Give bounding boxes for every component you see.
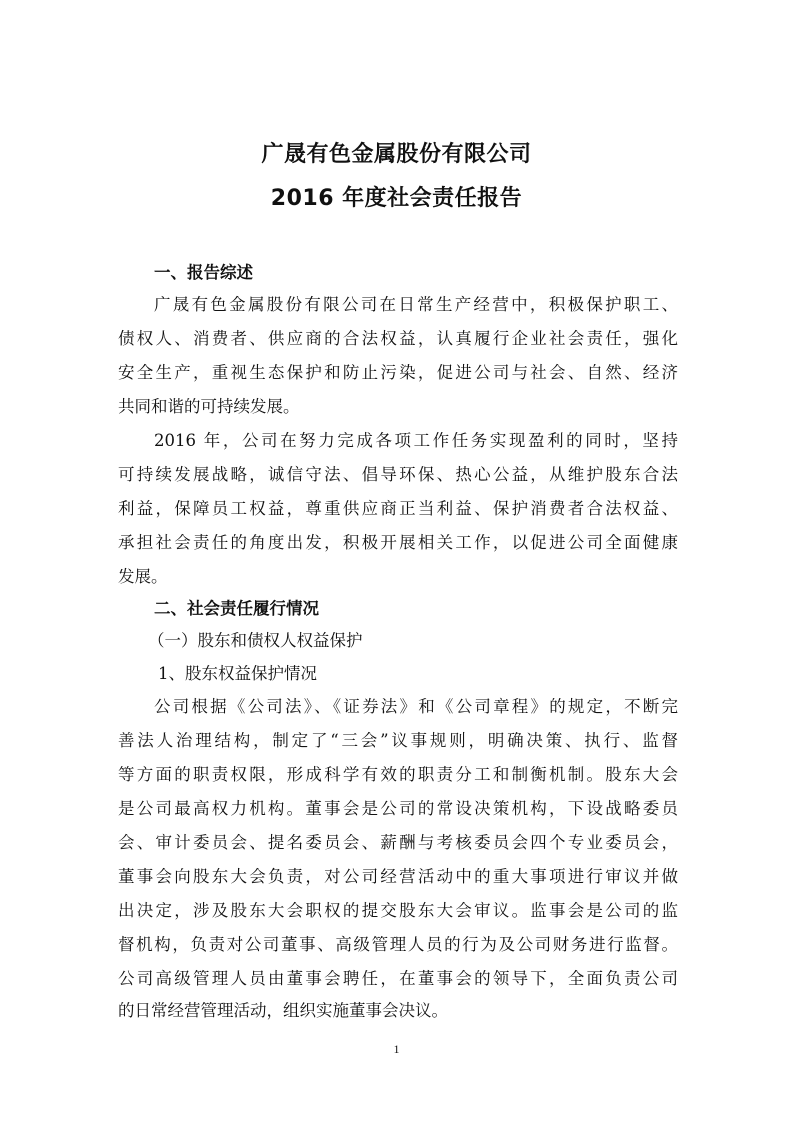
document-title-line2: 2016 年度社会责任报告 (270, 186, 523, 211)
paragraph-line: 债权人、消费者、供应商的合法权益，认真履行企业社会责任，强化 (118, 329, 678, 348)
paragraph-line: 共同和谐的可持续发展。 (118, 397, 300, 416)
paragraph-line: 是公司最高权力机构。董事会是公司的常设决策机构，下设战略委员 (118, 799, 678, 818)
paragraph-line: 督机构，负责对公司董事、高级管理人员的行为及公司财务进行监督。 (118, 935, 678, 954)
paragraph-line: 利益，保障员工权益，尊重供应商正当利益、保护消费者合法权益、 (118, 499, 678, 518)
section1-heading: 一、报告综述 (154, 263, 253, 282)
paragraph-line: 安全生产，重视生态保护和防止污染，促进公司与社会、自然、经济 (118, 363, 678, 382)
section2-item1: 1、股东权益保护情况 (158, 664, 317, 683)
paragraph-line: 发展。 (118, 567, 168, 586)
paragraph-line: 善法人治理结构，制定了“三会”议事规则，明确决策、执行、监督 (118, 731, 678, 750)
page-number: 1 (393, 1042, 400, 1056)
section2-heading: 二、社会责任履行情况 (154, 599, 319, 618)
paragraph-line: 等方面的职责权限，形成科学有效的职责分工和制衡机制。股东大会 (118, 765, 678, 784)
paragraph-line: 公司高级管理人员由董事会聘任，在董事会的领导下，全面负责公司 (118, 969, 678, 988)
paragraph-line: 承担社会责任的角度出发，积极开展相关工作，以促进公司全面健康 (118, 533, 678, 552)
paragraph-line: 公司根据《公司法》、《证券法》和《公司章程》的规定，不断完 (154, 697, 678, 716)
paragraph-line: 2016 年，公司在努力完成各项工作任务实现盈利的同时，坚持 (154, 431, 678, 450)
paragraph-line: 的日常经营管理活动，组织实施董事会决议。 (118, 1001, 448, 1020)
paragraph-line: 广晟有色金属股份有限公司在日常生产经营中，积极保护职工、 (154, 295, 678, 314)
paragraph-line: 出决定，涉及股东大会职权的提交股东大会审议。监事会是公司的监 (118, 901, 678, 920)
paragraph-line: 董事会向股东大会负责，对公司经营活动中的重大事项进行审议并做 (118, 867, 678, 886)
document-title-line1: 广晟有色金属股份有限公司 (261, 142, 532, 167)
paragraph-line: 可持续发展战略，诚信守法、倡导环保、热心公益，从维护股东合法 (118, 465, 678, 484)
section2-subheading: （一）股东和债权人权益保护 (148, 631, 363, 650)
paragraph-line: 会、审计委员会、提名委员会、薪酬与考核委员会四个专业委员会， (118, 833, 678, 852)
